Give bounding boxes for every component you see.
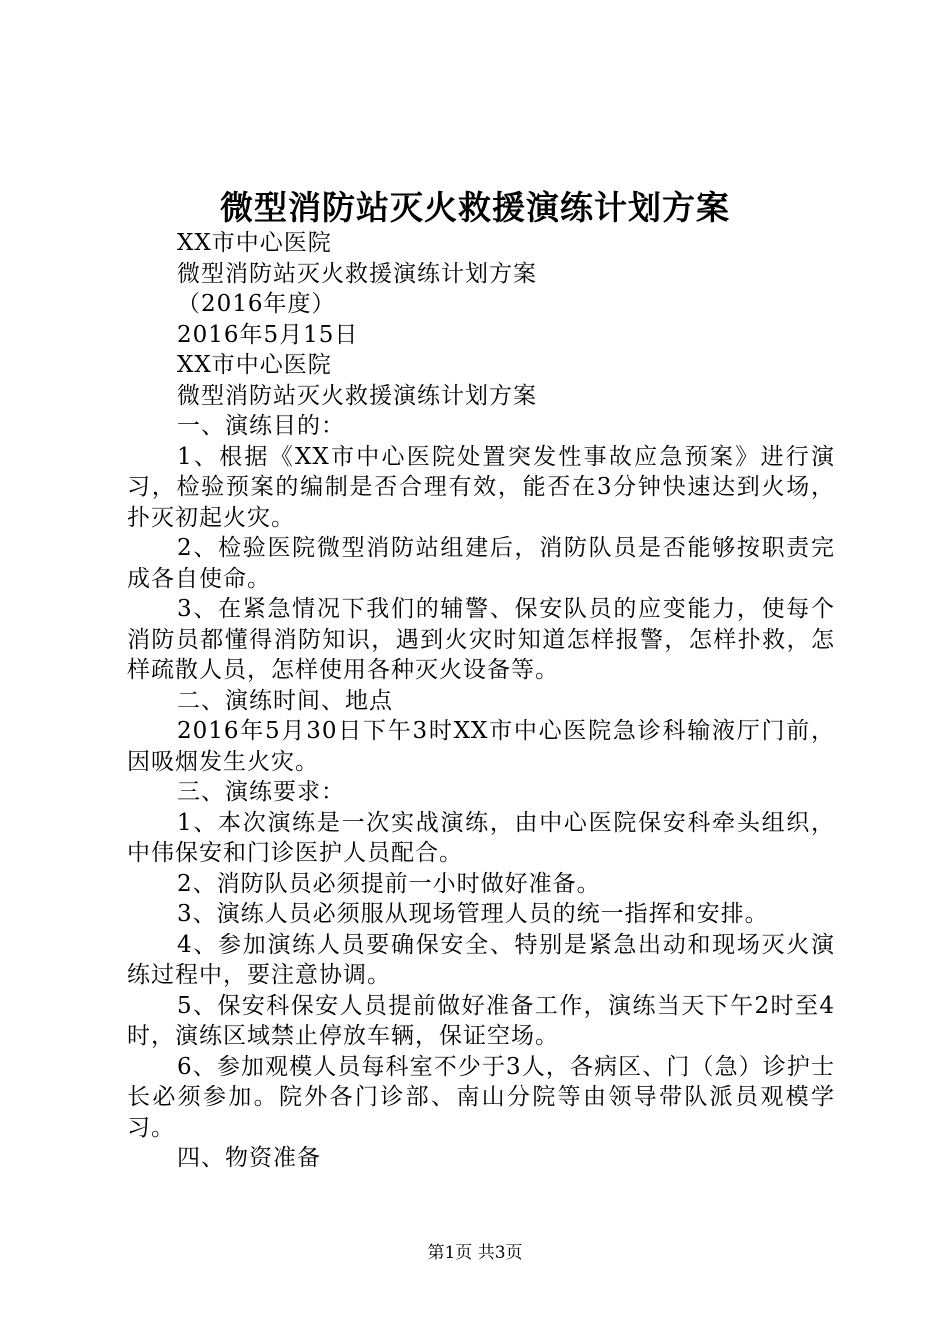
paragraph: 2016年5月15日 <box>177 321 359 348</box>
paragraph: XX市中心医院 <box>177 230 332 256</box>
paragraph: 3、在紧急情况下我们的辅警、保安队员的应变能力，使每个消防员都懂得消防知识，遇到火灾时知道怎样报警，怎样扑救，怎样疏散人员，怎样使用各种灭火设备等。 <box>127 596 835 683</box>
paragraph: 4、参加演练人员要确保安全、特别是紧急出动和现场灭火演练过程中，要注意协调。 <box>127 931 835 988</box>
section-heading: 一、演练目的： <box>177 413 345 439</box>
section-heading: 三、演练要求： <box>177 779 345 805</box>
page-footer: 第1页 共3页 <box>427 1243 523 1263</box>
paragraph: （2016年度） <box>177 291 336 317</box>
section-heading: 二、演练时间、地点 <box>177 687 393 714</box>
document-title: 微型消防站灭火救援演练计划方案 <box>220 188 730 227</box>
paragraph: 微型消防站灭火救援演练计划方案 <box>177 382 537 409</box>
paragraph: 6、参加观模人员每科室不少于3人，各病区、门（急）诊护士长必须参加。院外各门诊部、南山分院等由领导带队派员观模学习。 <box>127 1053 835 1141</box>
paragraph: 5、保安科保安人员提前做好准备工作，演练当天下午2时至4时，演练区域禁止停放车辆，保证空场。 <box>127 992 835 1049</box>
paragraph: 2、检验医院微型消防站组建后，消防队员是否能够按职责完成各自使命。 <box>127 535 835 592</box>
paragraph: 1、本次演练是一次实战演练，由中心医院保安科牵头组织，中伟保安和门诊医护人员配合。 <box>127 809 835 866</box>
paragraph: 2016年5月30日下午3时XX市中心医院急诊科输液厅门前，因吸烟发生火灾。 <box>127 718 835 775</box>
paragraph: 3、演练人员必须服从现场管理人员的统一指挥和安排。 <box>177 901 769 927</box>
paragraph: XX市中心医院 <box>177 352 332 378</box>
paragraph: 2、消防队员必须提前一小时做好准备。 <box>177 870 601 897</box>
document-body <box>127 228 835 1174</box>
paragraph: 微型消防站灭火救援演练计划方案 <box>177 260 537 287</box>
paragraph: 1、根据《XX市中心医院处置突发性事故应急预案》进行演习，检验预案的编制是否合理有效，能否在3分钟快速达到火场，扑灭初起火灾。 <box>127 443 835 531</box>
section-heading: 四、物资准备 <box>177 1145 321 1171</box>
